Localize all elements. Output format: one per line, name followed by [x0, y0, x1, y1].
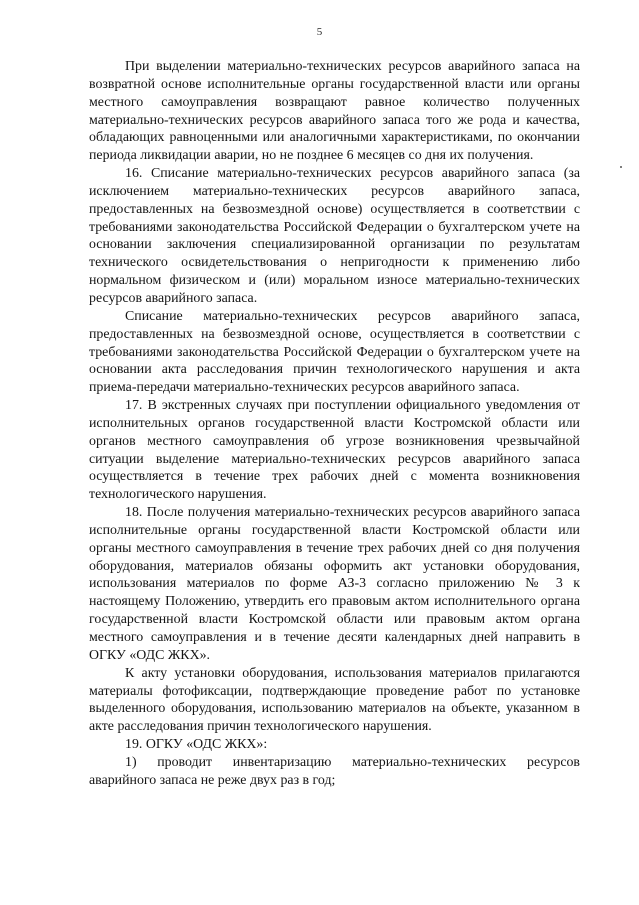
- paragraph-17-emergency: 17. В экстренных случаях при поступлении официального уведомления от исполнительных органов государственной власти Костромской области или органов местного самоуправления об угрозе возникновения чрезвычайной ситуации выделение материально-технических ресурсов аварийного запаса осуществляется в течение трех рабочих дней с момента возникновения технологического нарушения.: [89, 398, 580, 503]
- scan-speck: [620, 166, 622, 168]
- paragraph-19-heading: 19. ОГКУ «ОДС ЖКХ»:: [125, 737, 268, 753]
- paragraph-photo-evidence: К акту установки оборудования, использования материалов прилагаются материалы фотофиксации, подтверждающие проведение работ по установке выделенного оборудования, использованию материалов на объекте, указанном в акте расследования причин технологического нарушения.: [89, 665, 580, 735]
- paragraph-return-of-resources: При выделении материально-технических ресурсов аварийного запаса на возвратной основе исполнительные органы государственной власти или органы местного самоуправления возвращают равное количество полученных материально-технических ресурсов аварийного запаса того же рода и качества, обладающих равноценными или аналогичными характеристиками, по окончании периода ликвидации аварии, но не позднее 6 месяцев со дня их получения.: [89, 59, 580, 164]
- document-body: [89, 58, 580, 790]
- paragraph-16-write-off: 16. Списание материально-технических ресурсов аварийного запаса (за исключением материально-технических ресурсов аварийного запаса, предоставленных на безвозмездной основе) осуществляется в соответствии с требованиями законодательства Российской Федерации о бухгалтерском учете на основании заключения специализированной организации по результатам технического освидетельствования о непригодности к применению либо нормальном физическом и (или) моральном износе материально-технических ресурсов аварийного запаса.: [89, 166, 580, 306]
- paragraph-write-off-free-basis: Списание материально-технических ресурсов аварийного запаса, предоставленных на безвозмездной основе, осуществляется в соответствии с требованиями законодательства Российской Федерации о бухгалтерском учете на основании акта расследования причин технологического нарушения и акта приема-передачи материально-технических ресурсов аварийного запаса.: [89, 308, 580, 396]
- paragraph-19-item-1: 1) проводит инвентаризацию материально-технических ресурсов аварийного запаса не реже двух раз в год;: [89, 754, 580, 788]
- paragraph-18-installation-act: 18. После получения материально-технических ресурсов аварийного запаса исполнительные органы государственной власти Костромской области или органы местного самоуправления в течение трех рабочих дней со дня получения оборудования, материалов обязаны оформить акт установки оборудования, использования материалов по форме АЗ-3 согласно приложению № 3 к настоящему Положению, утвердить его правовым актом исполнительного органа государственной власти Костромской области или правовым актом органа местного самоуправления и в течение десяти календарных дней направить в ОГКУ «ОДС ЖКХ».: [89, 505, 580, 663]
- page-number: 5: [316, 26, 323, 38]
